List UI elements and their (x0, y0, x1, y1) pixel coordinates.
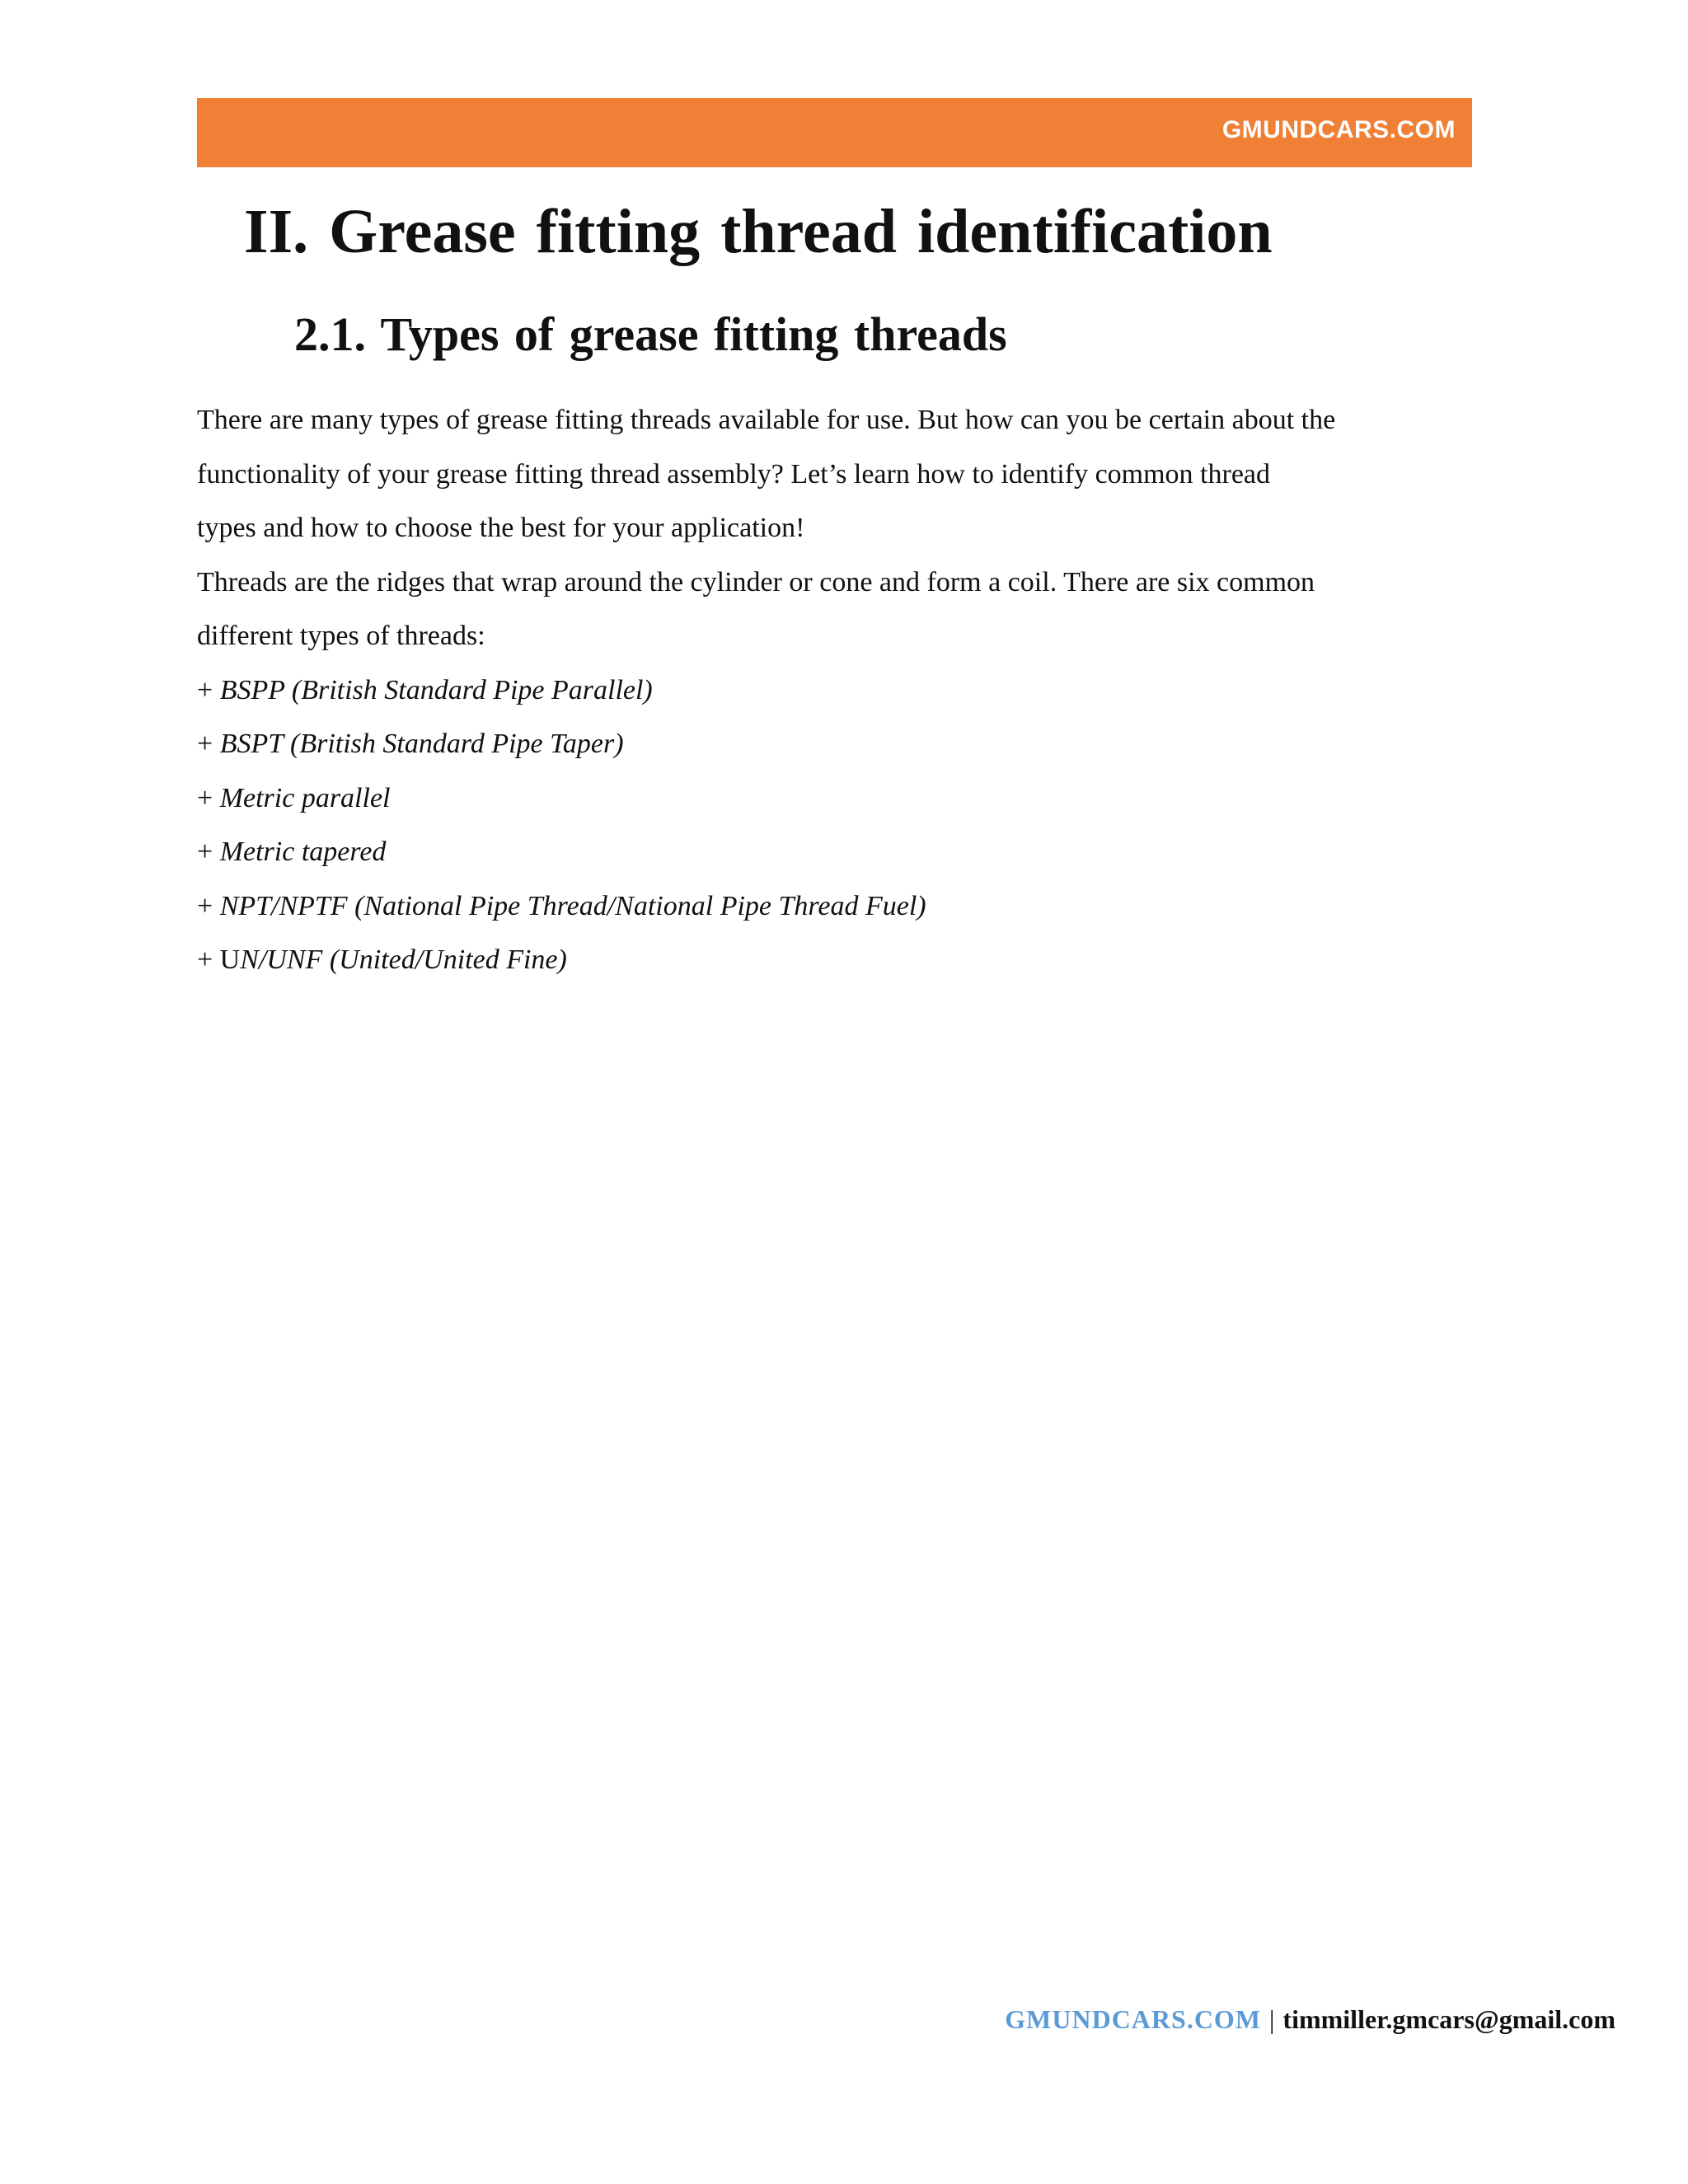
list-item-text: Metric tapered (219, 837, 387, 867)
list-bullet: + (197, 890, 220, 921)
footer-site-link[interactable]: GMUNDCARS.COM (1005, 2004, 1262, 2034)
footer-email[interactable]: timmiller.gmcars@gmail.com (1282, 2004, 1615, 2034)
list-item (197, 717, 1483, 771)
list-bullet: + (197, 837, 220, 867)
page-footer (1005, 2004, 1615, 2035)
header-band (197, 98, 1472, 167)
list-item-text: N/UNF (United/United Fine) (240, 944, 567, 975)
list-bullet: + (197, 782, 220, 813)
list-item-text: BSPT (British Standard Pipe Taper) (219, 729, 624, 759)
list-bullet: + (197, 729, 220, 759)
list-item (197, 771, 1483, 826)
header-site-name: GMUNDCARS.COM (1221, 116, 1456, 143)
paragraph-line: Threads are the ridges that wrap around the cylinder or cone and form a coil. There are six common (197, 566, 1315, 598)
list-item-text: NPT/NPTF (National Pipe Thread/National Pipe Thread Fuel) (219, 890, 926, 921)
list-item (197, 879, 1483, 934)
list-item (197, 933, 1483, 987)
paragraph-line: There are many types of grease fitting threads available for use. But how can you be certain about the (197, 405, 1336, 435)
list-bullet: + U (197, 944, 241, 975)
footer-separator: | (1269, 2004, 1275, 2034)
paragraph-line: functionality of your grease fitting thread assembly? Let’s learn how to identify common thread (197, 458, 1271, 490)
paragraph-line: different types of threads: (197, 621, 485, 651)
section-heading: II. Grease fitting thread identification (244, 197, 1273, 266)
subsection-heading: 2.1. Types of grease fitting threads (294, 307, 1007, 361)
list-item (197, 825, 1483, 879)
body-text (197, 393, 1483, 987)
list-item-text: BSPP (British Standard Pipe Parallel) (219, 674, 653, 705)
paragraph-line: types and how to choose the best for your application! (197, 513, 805, 543)
list-item-text: Metric parallel (219, 782, 391, 813)
list-item (197, 663, 1483, 718)
list-bullet: + (197, 674, 220, 705)
